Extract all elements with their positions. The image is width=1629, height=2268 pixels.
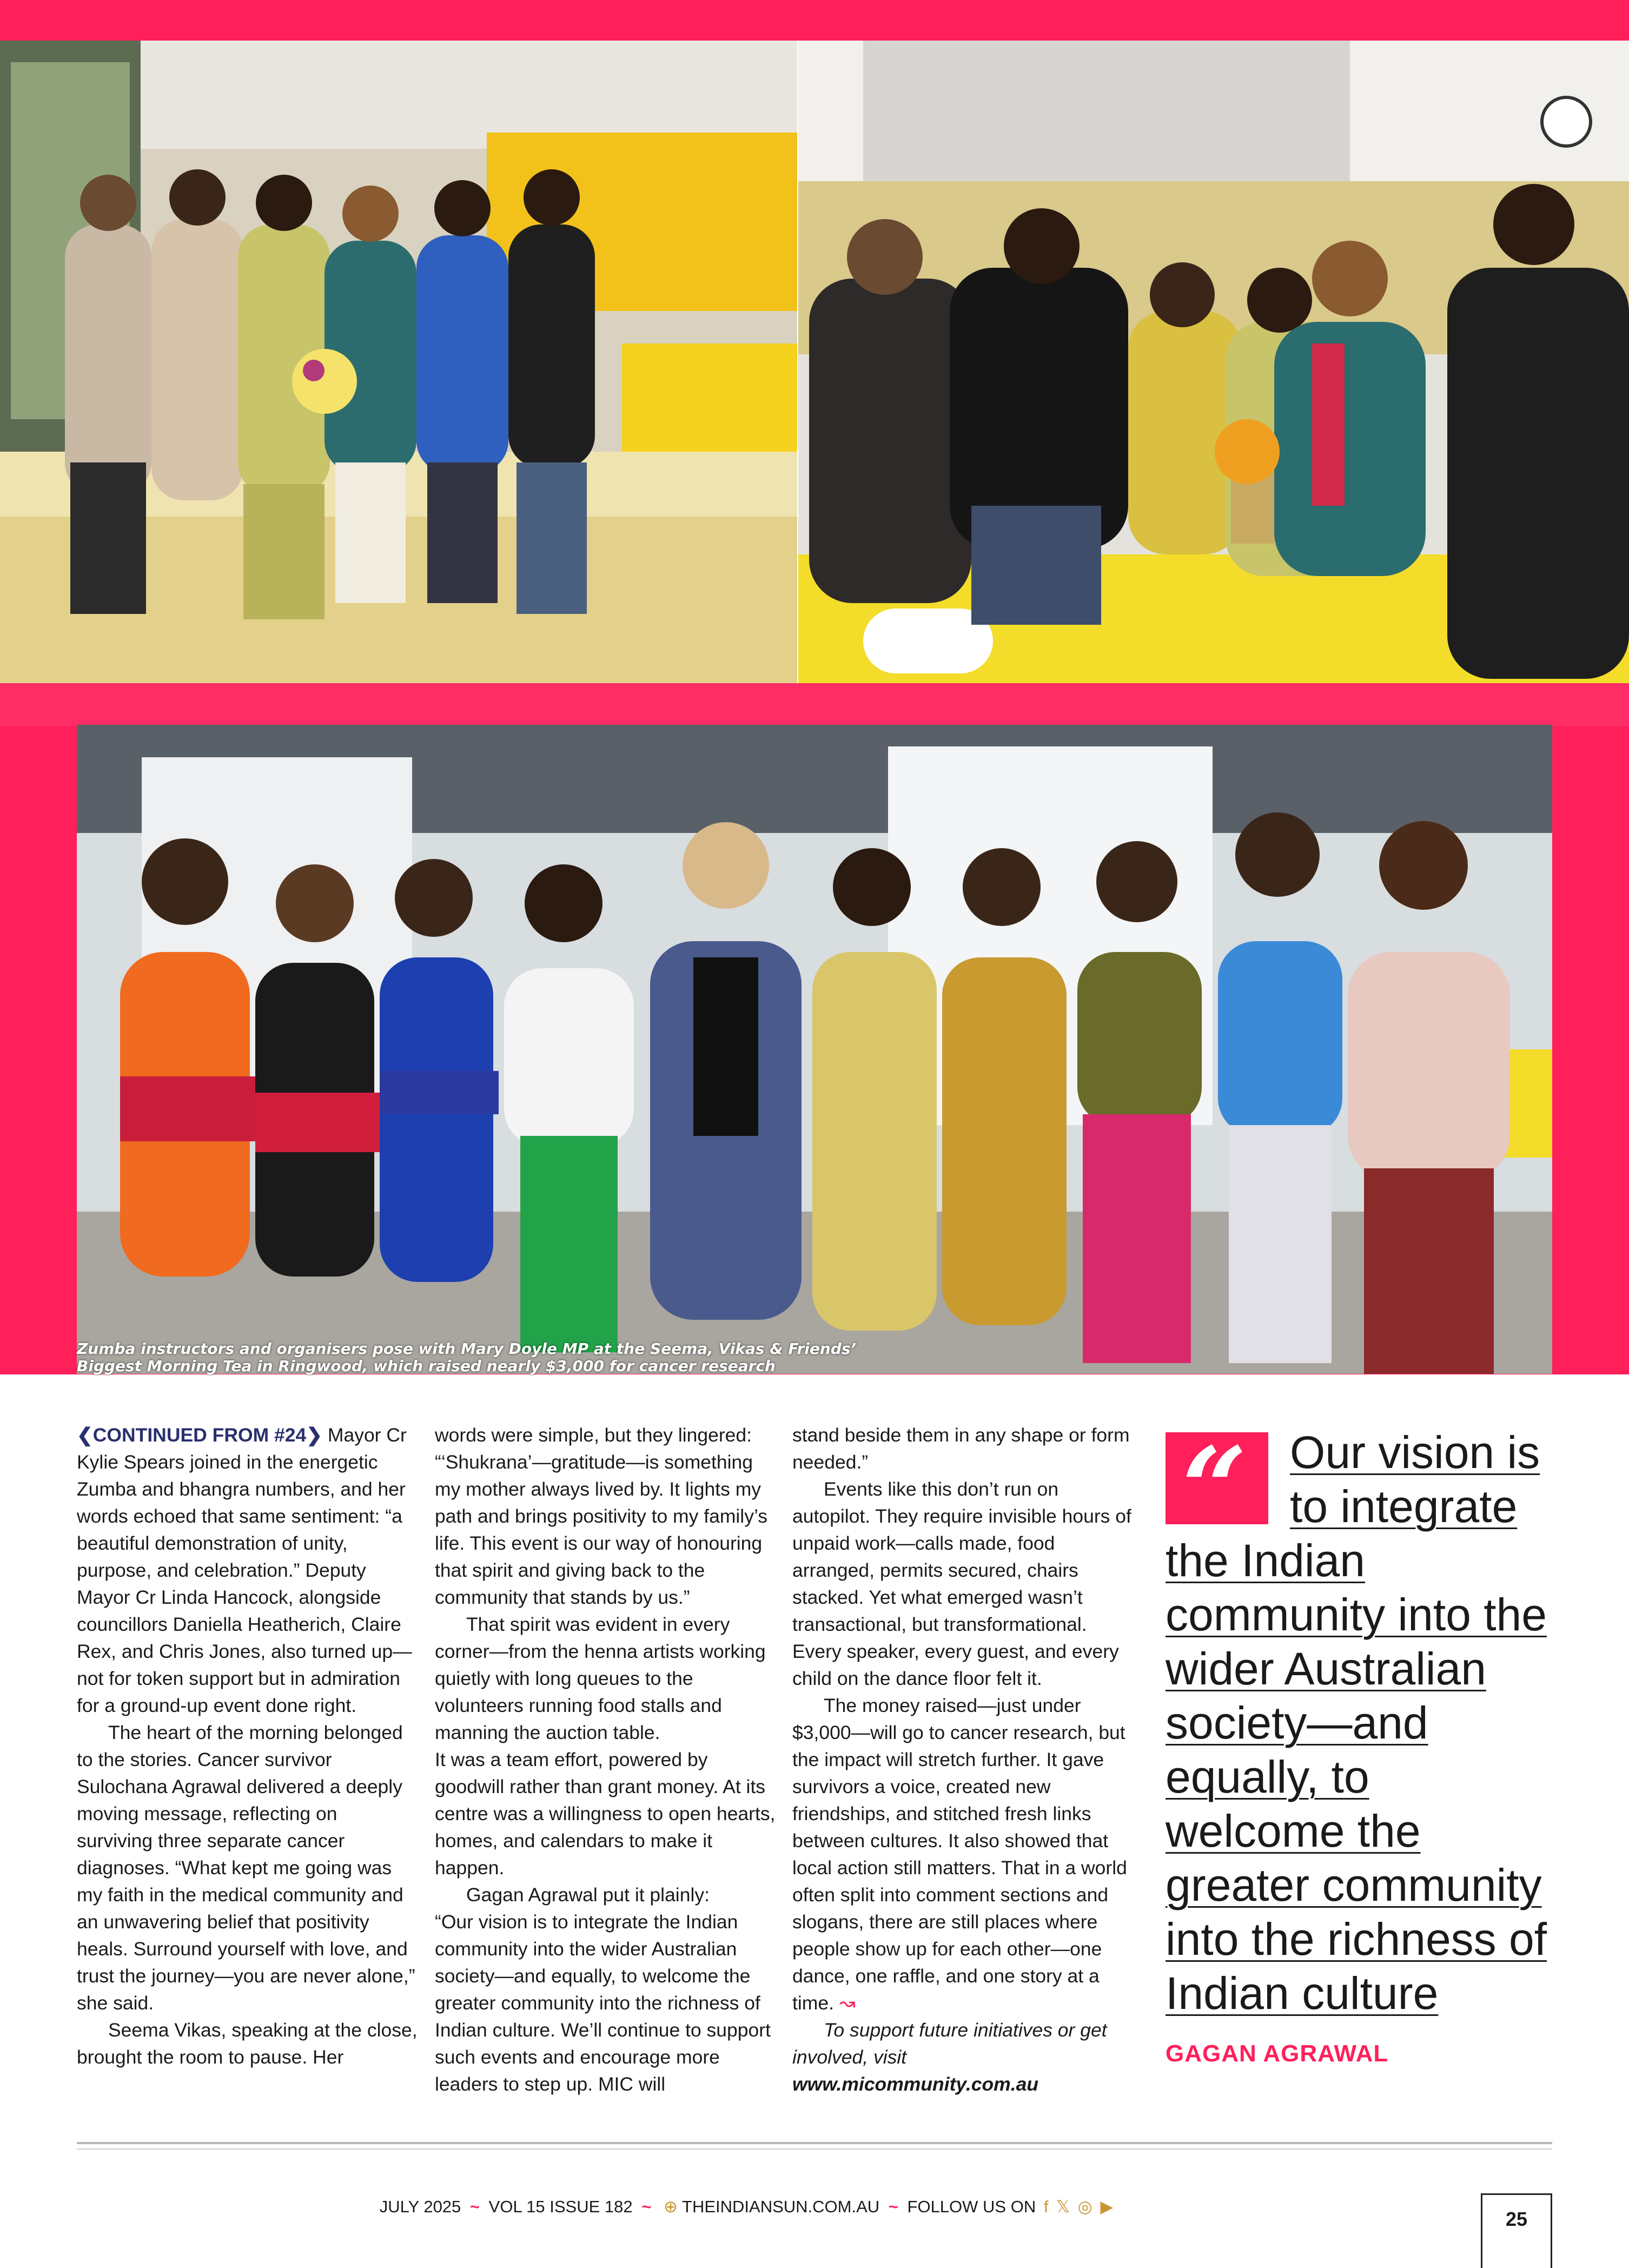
continued-from-label: CONTINUED FROM #24: [92, 1424, 307, 1446]
photo-group-left: [0, 41, 797, 683]
pull-quote-line-1: Our vision is: [1290, 1427, 1540, 1478]
chevron-left-icon: ❮: [77, 1424, 93, 1446]
article-column-2: [435, 1421, 776, 2098]
end-mark-icon: ↝: [839, 1992, 856, 2014]
separator-icon: ~: [641, 2197, 652, 2216]
article-paragraph: Gagan Agrawal put it plainly:: [466, 1884, 710, 1906]
separator-icon: ~: [888, 2197, 898, 2216]
facebook-icon[interactable]: f: [1043, 2197, 1049, 2216]
article-paragraph: The heart of the morning belonged to the stories. Cancer survivor Sulochana Agrawal delivered a deeply moving message, reflecting on surviving three separate cancer diagnoses. “What kept me going was my faith in the medical community and an unwavering belief that positivity heals. Surround yourself with love, and trust the journey—you are never alone,” she said.: [77, 1722, 415, 2014]
pull-quote-line-2: to integrate: [1290, 1481, 1518, 1532]
photo-zumba-group: [77, 725, 1552, 1374]
article-text: The money raised—just under $3,000—will go to cancer research, but the impact will stretch further. It gave survivors a voice, created new friendships, and stitched fresh links between cultures. It also showed that local action still matters. That in a world often split into comment sections and slogans, there are still places where people show up for each other—one dance, one raffle, and one story at a time.: [792, 1695, 1127, 2014]
youtube-icon[interactable]: ▶: [1100, 2197, 1114, 2216]
article-column-3: [792, 1421, 1133, 2098]
caption-line-2: Biggest Morning Tea in Ringwood, which raised nearly $3,000 for cancer research: [77, 1357, 776, 1375]
footer-issue: VOL 15 ISSUE 182: [488, 2197, 633, 2216]
article-column-1: [77, 1421, 418, 2071]
footer-divider: [77, 2142, 1552, 2144]
page-footer: [0, 2197, 1493, 2217]
article-paragraph: “Our vision is to integrate the Indian community into the wider Australian society—and equally, to welcome the greater community into the richness of Indian culture. We’ll continue to support such events and encourage more leaders to step up. MIC will: [435, 1911, 771, 2095]
globe-icon: ⊕: [663, 2197, 678, 2216]
instagram-icon[interactable]: ◎: [1077, 2197, 1092, 2216]
page-number: 25: [1505, 2208, 1528, 2230]
pull-quote-rest: the Indian community into the wider Australian society—and equally, to welcome the greater community into the richness of Indian culture: [1166, 1535, 1547, 2019]
article-paragraph: [77, 1421, 418, 1719]
article-paragraph: stand beside them in any shape or form needed.”: [792, 1424, 1130, 1473]
support-line: To support future initiatives or get involved, visit: [792, 2019, 1107, 2068]
article-paragraph: That spirit was evident in every corner—from the henna artists working quietly with long queues to the volunteers running food stalls and manning the auction table.: [435, 1614, 766, 1743]
pull-quote-author: GAGAN AGRAWAL: [1166, 2040, 1389, 2067]
chevron-right-icon: ❯: [306, 1424, 322, 1446]
top-accent-bar: [0, 0, 1629, 41]
separator-icon: ~: [469, 2197, 480, 2216]
caption-line-1: Zumba instructors and organisers pose with Mary Doyle MP at the Seema, Vikas & Friends’: [77, 1340, 857, 1358]
pink-stripe: [0, 683, 1629, 726]
article-paragraph: words were simple, but they lingered: “‘Shukrana’—gratitude—is something my mother always lived by. It lights my path and brings positivity to my family’s life. This event is our way of honouring that spirit and giving back to the community that stands by us.”: [435, 1424, 767, 1608]
article-paragraph: Seema Vikas, speaking at the close, brought the room to pause. Her: [77, 2019, 418, 2068]
article-paragraph: Events like this don’t run on autopilot. They require invisible hours of unpaid work—calls made, food arranged, permits secured, chairs stacked. Yet what emerged wasn’t transactional, but transformational. Every speaker, every guest, and every child on the dance floor felt it.: [792, 1478, 1131, 1689]
footer-follow-label: FOLLOW US ON: [907, 2197, 1036, 2216]
pull-quote: [1166, 1422, 1555, 2020]
photo-group-right: [798, 41, 1629, 683]
article-text: Mayor Cr Kylie Spears joined in the energetic Zumba and bhangra numbers, and her words echoed that same sentiment: “a beautiful demonstration of unity, purpose, and celebration.” Deputy Mayor Cr Linda Hancock, alongside councillors Daniella Heatherich, Claire Rex, and Chris Jones, also turned up—not for token support but in admiration for a ground-up event done right.: [77, 1424, 412, 1716]
footer-date: JULY 2025: [379, 2197, 461, 2216]
page-number-box: [1481, 2193, 1552, 2268]
photo-caption: [77, 1340, 888, 1375]
article-paragraph: [792, 1692, 1133, 2016]
support-link[interactable]: www.micommunity.com.au: [792, 2073, 1038, 2095]
footer-site[interactable]: THEINDIANSUN.COM.AU: [682, 2197, 880, 2216]
article-paragraph: It was a team effort, powered by goodwill rather than grant money. At its centre was a willingness to open hearts, homes, and calendars to make it happen.: [435, 1749, 776, 1879]
x-icon[interactable]: 𝕏: [1056, 2197, 1070, 2216]
footer-divider-secondary: [77, 2148, 1552, 2150]
quote-mark-icon: “: [1182, 1422, 1247, 1556]
